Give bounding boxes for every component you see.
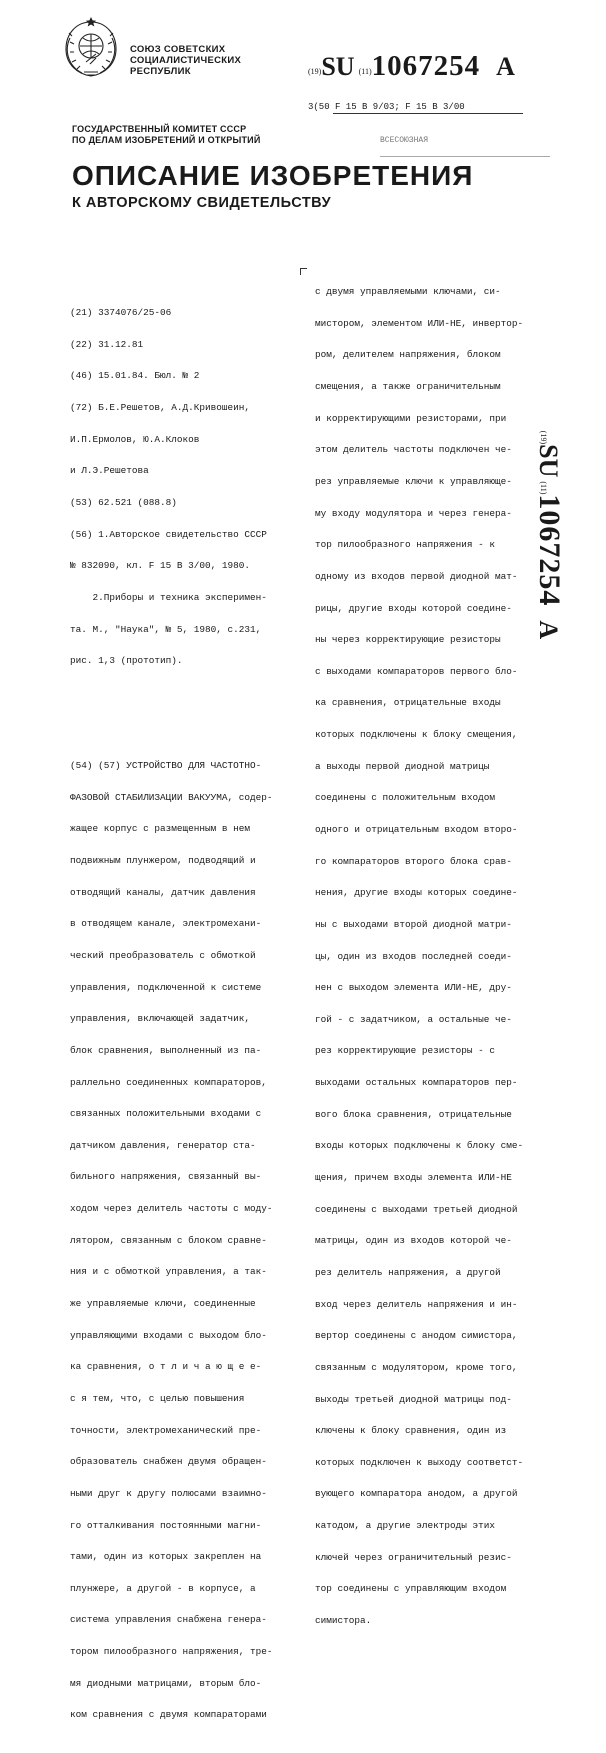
text-line: симистора. — [315, 1615, 372, 1626]
text-line: а выходы первой диодной матрицы — [315, 760, 490, 772]
bibliography — [70, 287, 273, 688]
text-line: ком сравнения с двумя компараторами — [70, 1709, 267, 1721]
text-line: нен с выходом элемента ИЛИ-НЕ, дру- — [315, 982, 512, 994]
state-line: СОЦИАЛИСТИЧЕСКИХ — [130, 55, 242, 66]
text-line: ключены к блоку сравнения, один из — [315, 1425, 507, 1437]
right-column — [315, 266, 523, 1637]
text-line: раллельно соединенных компараторов, — [70, 1076, 267, 1088]
biblio-line: (46) 15.01.84. Бюл. № 2 — [70, 370, 200, 382]
text-line: рез корректирующие резисторы - с — [315, 1045, 496, 1057]
column-corner-mark — [300, 268, 307, 275]
kind-code: A — [496, 52, 515, 81]
text-line: тор соединены с управляющим входом — [315, 1583, 507, 1595]
ipc-classification: 3(50 F 15 B 9/03; F 15 B 3/00 — [308, 102, 465, 112]
text-line: одного и отрицательным входом второ- — [315, 823, 518, 835]
publication-number — [308, 50, 515, 83]
text-line: (54) (57) УСТРОЙСТВО ДЛЯ ЧАСТОТНО- — [70, 760, 262, 772]
vertical-publication-number — [528, 345, 570, 725]
biblio-line: (53) 62.521 (088.8) — [70, 497, 177, 509]
biblio-line: И.П.Ермолов, Ю.А.Клоков — [70, 433, 200, 445]
patent-number: 1067254 — [371, 50, 481, 82]
text-line: ны с выходами второй диодной матри- — [315, 918, 512, 930]
text-line: выходы третьей диодной матрицы под- — [315, 1393, 512, 1405]
abstract-left — [70, 740, 273, 1742]
biblio-line: та. М., "Наука", № 5, 1980, с.231, — [70, 623, 262, 635]
document-subtitle: К АВТОРСКОМУ СВИДЕТЕЛЬСТВУ — [72, 195, 332, 211]
text-line: лятором, связанным с блоком сравне- — [70, 1234, 267, 1246]
biblio-line: рис. 1,3 (прототип). — [70, 655, 183, 667]
text-line: матрицы, один из входов которой че- — [315, 1235, 512, 1247]
text-line: ния и с обмоткой управления, а так- — [70, 1266, 267, 1278]
text-line: же управляемые ключи, соединенные — [70, 1298, 256, 1310]
text-line: которых подключен к выходу соответст- — [315, 1456, 524, 1468]
committee-line: ПО ДЕЛАМ ИЗОБРЕТЕНИЙ И ОТКРЫТИЙ — [72, 135, 261, 145]
biblio-line: № 832090, кл. F 15 В 3/00, 1980. — [70, 560, 251, 572]
state-emblem-icon — [60, 16, 122, 80]
text-line: ключей через ограничительный резис- — [315, 1551, 512, 1563]
text-line: рицы, другие входы которой соедине- — [315, 602, 512, 614]
patent-number: 1067254 — [533, 494, 566, 607]
ipc-underline — [333, 113, 523, 114]
text-line: жащее корпус с размещенным в нем — [70, 823, 251, 835]
text-line: му входу модулятора и через генера- — [315, 507, 512, 519]
text-line: тами, один из которых закреплен на — [70, 1551, 262, 1563]
text-line: подвижным плунжером, подводящий и — [70, 855, 256, 867]
text-line: система управления снабжена генера- — [70, 1614, 267, 1626]
code-19: (19) — [539, 430, 549, 445]
text-line: соединены с выходами третьей диодной — [315, 1203, 518, 1215]
text-line: вход через делитель напряжения и ин- — [315, 1298, 518, 1310]
text-line: с выходами компараторов первого бло- — [315, 665, 518, 677]
biblio-line: и Л.Э.Решетова — [70, 465, 149, 477]
committee-line: ГОСУДАРСТВЕННЫЙ КОМИТЕТ СССР — [72, 124, 247, 134]
text-line: мистором, элементом ИЛИ-НЕ, инвертор- — [315, 317, 524, 329]
text-line: с я тем, что, с целью повышения — [70, 1392, 245, 1404]
text-line: щения, причем входы элемента ИЛИ-НЕ — [315, 1172, 512, 1184]
text-line: точности, электромеханический пре- — [70, 1424, 262, 1436]
code-19: (19) — [308, 66, 322, 76]
code-11: (11) — [539, 481, 549, 495]
country-code: SU — [321, 52, 355, 81]
text-line: тор пилообразного напряжения - к — [315, 539, 496, 551]
text-line: блок сравнения, выполненный из па- — [70, 1044, 262, 1056]
text-line: ческий преобразователь с обмоткой — [70, 950, 256, 961]
text-line: управления, включающей задатчик, — [70, 1013, 251, 1025]
text-line: ка сравнения, отрицательные входы — [315, 697, 501, 709]
state-name — [130, 44, 241, 77]
text-line: плунжере, а другой - в корпусе, а — [70, 1582, 256, 1594]
text-line: рез делитель напряжения, а другой — [315, 1266, 501, 1278]
text-line: бильного напряжения, связанный вы- — [70, 1171, 262, 1183]
biblio-line: 2.Приборы и техника эксперимен- — [70, 591, 267, 603]
biblio-line: (21) 3374076/25-06 — [70, 307, 172, 319]
text-line: нения, другие входы которых соедине- — [315, 887, 518, 899]
text-line: вертор соединены с анодом симистора, — [315, 1330, 518, 1342]
text-line: в отводящем канале, электромехани- — [70, 918, 262, 930]
biblio-line: (72) Б.Е.Решетов, А.Д.Кривошеин, — [70, 402, 251, 414]
country-code: SU — [534, 444, 563, 478]
text-line: ка сравнения, о т л и ч а ю щ е е- — [70, 1361, 262, 1373]
text-line: ны через корректирующие резисторы — [315, 634, 501, 646]
biblio-line: (22) 31.12.81 — [70, 338, 144, 350]
text-line: ром, делителем напряжения, блоком — [315, 349, 501, 361]
text-line: рез управляемые ключи к управляюще- — [315, 475, 512, 487]
text-line: ными друг к другу полюсами взаимно- — [70, 1487, 267, 1499]
text-line: образователь снабжен двумя обращен- — [70, 1456, 267, 1468]
text-line: с двумя управляемыми ключами, си- — [315, 286, 501, 298]
biblio-line: (56) 1.Авторское свидетельство СССР — [70, 528, 267, 540]
text-line: управления, подключенной к системе — [70, 981, 262, 993]
text-line: мя диодными матрицами, вторым бло- — [70, 1677, 262, 1689]
text-line: ходом через делитель частоты с моду- — [70, 1203, 273, 1215]
text-line: тором пилообразного напряжения, тре- — [70, 1646, 273, 1658]
library-stamp: ВСЕСОЮЗНАЯ — [380, 136, 550, 157]
text-line: входы которых подключены к блоку сме- — [315, 1140, 524, 1152]
text-line: катодом, а другие электроды этих — [315, 1520, 496, 1532]
text-line: управляющими входами с выходом бло- — [70, 1329, 267, 1341]
state-line: СОЮЗ СОВЕТСКИХ — [130, 44, 226, 55]
text-line: этом делитель частоты подключен че- — [315, 444, 512, 456]
text-line: соединены с положительным входом — [315, 792, 496, 804]
text-line: и корректирующими резисторами, при — [315, 412, 507, 424]
text-line: датчиком давления, генератор ста- — [70, 1139, 256, 1151]
document-title: ОПИСАНИЕ ИЗОБРЕТЕНИЯ — [72, 160, 474, 191]
state-line: РЕСПУБЛИК — [130, 66, 191, 77]
text-line: смещения, а также ограничительным — [315, 381, 501, 393]
text-line: го отталкивания постоянными магни- — [70, 1519, 262, 1531]
text-line: вого блока сравнения, отрицательные — [315, 1108, 512, 1120]
text-line: которых подключены к блоку смещения, — [315, 729, 518, 741]
text-line: отводящий каналы, датчик давления — [70, 886, 256, 898]
text-line: одному из входов первой диодной мат- — [315, 570, 518, 582]
text-line: вующего компаратора анодом, а другой — [315, 1488, 518, 1500]
text-line: цы, один из входов последней соеди- — [315, 950, 512, 962]
text-line: связанных положительными входами с — [70, 1108, 262, 1120]
text-line: гой - с задатчиком, а остальные че- — [315, 1013, 512, 1025]
text-line: ФАЗОВОЙ СТАБИЛИЗАЦИИ ВАКУУМА, содер- — [70, 791, 273, 803]
text-line: выходами остальных компараторов пер- — [315, 1077, 518, 1089]
kind-code: A — [534, 620, 563, 640]
text-line: связанным с модулятором, кроме того, — [315, 1361, 518, 1373]
left-column — [70, 266, 273, 1753]
committee-name — [72, 124, 261, 146]
code-11: (11) — [358, 66, 372, 76]
text-line: го компараторов второго блока срав- — [315, 855, 512, 867]
